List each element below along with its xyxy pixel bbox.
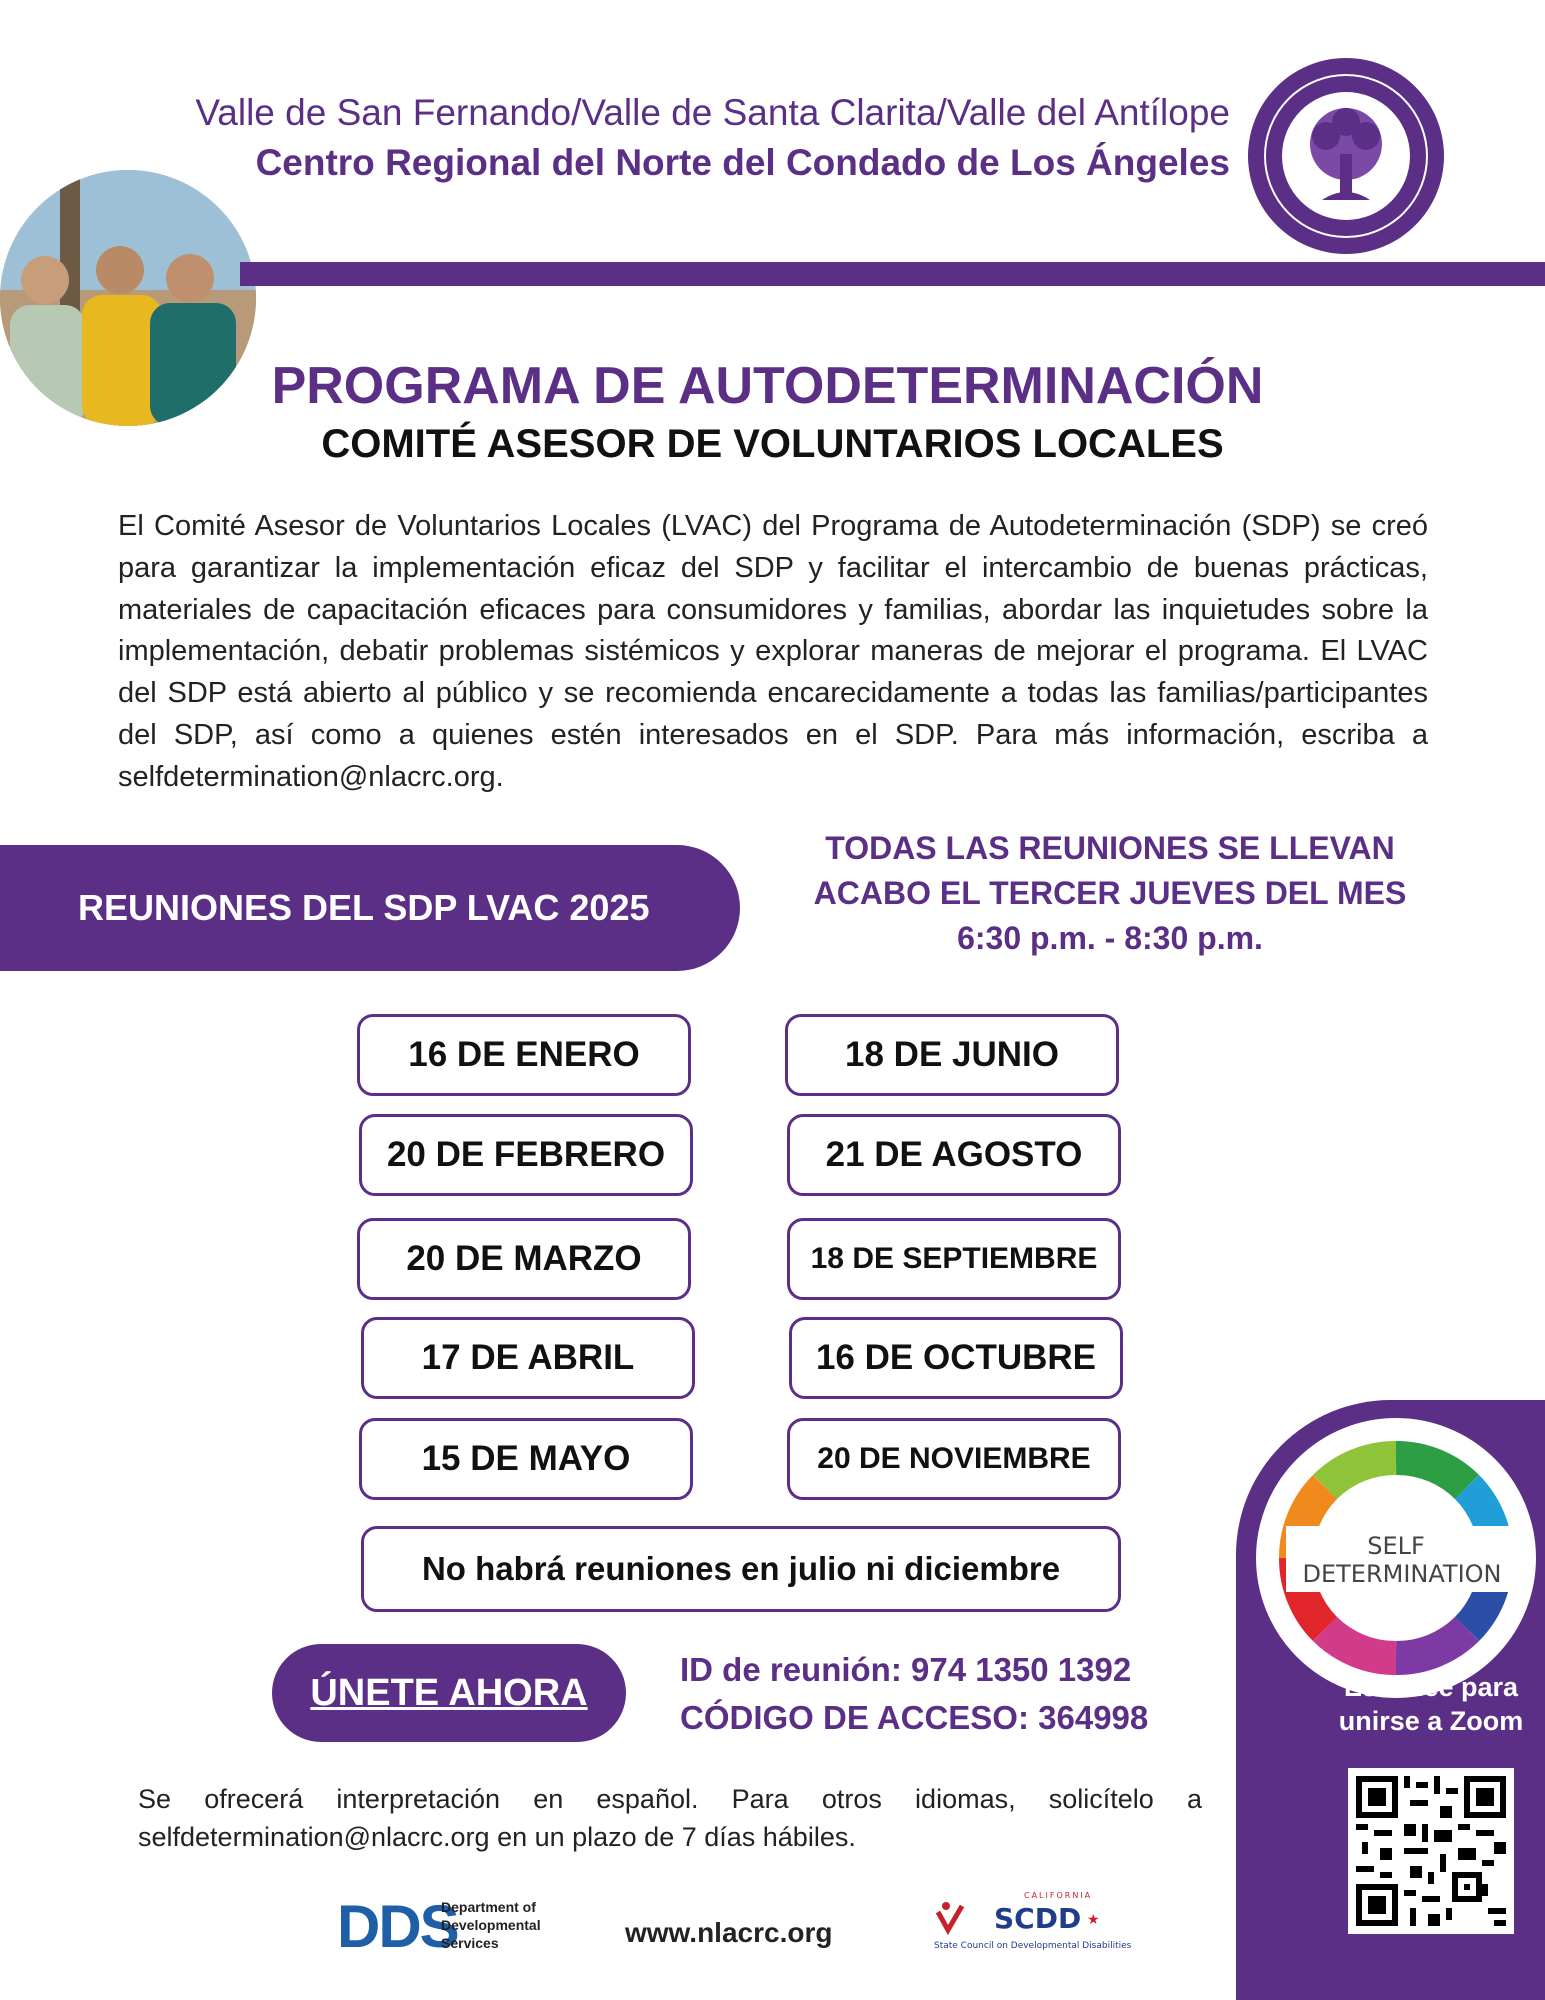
header-regions: Valle de San Fernando/Valle de Santa Clarita/Valle del Antílope xyxy=(195,92,1230,133)
date-box: 16 DE OCTUBRE xyxy=(789,1317,1123,1399)
dds-name-line: Services xyxy=(441,1935,499,1951)
meeting-id: ID de reunión: 974 1350 1392 xyxy=(680,1651,1132,1688)
date-box: 20 DE NOVIEMBRE xyxy=(787,1418,1121,1500)
scan-line-1: Escanee para xyxy=(1343,1672,1519,1702)
dds-name-line: Developmental xyxy=(441,1917,541,1933)
star-icon: ★ xyxy=(1087,1912,1100,1928)
description-paragraph: El Comité Asesor de Voluntarios Locales (LVAC) del Programa de Autodeterminación (SDP) se creó para garantizar la implementación eficaz del SDP y facilitar el intercambio de buenas prácticas, materiales de capacitación eficaces para consumidores y familias, abordar las inquietudes sobre la implementación, debatir problemas sistémicos y explorar maneras de mejorar el programa. El LVAC del SDP está abierto al público y se recomienda encarecidamente a todas las familias/participantes del SDP, así como a quienes estén interesados en el SDP. Para más información, escriba a selfdetermination@nlacrc.org. xyxy=(118,510,1428,793)
no-meetings-notice: No habrá reuniones en julio ni diciembre xyxy=(361,1526,1121,1612)
dds-name xyxy=(441,1898,541,1952)
date-box: 16 DE ENERO xyxy=(357,1014,691,1096)
check-icon xyxy=(938,1906,962,1930)
dds-name-line: Department of xyxy=(441,1899,536,1915)
dds-logo xyxy=(337,1893,541,1960)
interpretation-note: Se ofrecerá interpretación en español. Para otros idiomas, solicítelo a selfdetermination@nlacrc.org en un plazo de 7 días hábiles. xyxy=(138,1784,1202,1852)
page-title: PROGRAMA DE AUTODETERMINACIÓN xyxy=(271,357,1264,415)
scdd-top: CALIFORNIA xyxy=(1024,1891,1093,1900)
header-org-name: Centro Regional del Norte del Condado de Los Ángeles xyxy=(255,142,1230,183)
tree-icon xyxy=(1282,92,1410,220)
scan-line-2: unirse a Zoom xyxy=(1338,1706,1524,1736)
scdd-name: State Council on Developmental Disabilities xyxy=(934,1941,1132,1951)
date-box: 15 DE MAYO xyxy=(359,1418,693,1500)
schedule-info xyxy=(770,826,1450,961)
nlacrc-logo xyxy=(1248,58,1444,254)
website-link[interactable]: www.nlacrc.org xyxy=(625,1917,833,1948)
date-box: 18 DE SEPTIEMBRE xyxy=(787,1218,1121,1300)
scan-instructions xyxy=(1236,1670,1545,1738)
sd-logo-line2: DETERMINATION xyxy=(1302,1560,1502,1588)
page-subtitle: COMITÉ ASESOR DE VOLUNTARIOS LOCALES xyxy=(321,422,1224,466)
meetings-banner: REUNIONES DEL SDP LVAC 2025 xyxy=(0,845,740,971)
scdd-mark: SCDD xyxy=(994,1902,1082,1935)
dds-mark: DDS xyxy=(337,1893,458,1960)
header-divider-bar xyxy=(240,262,1545,286)
date-box: 18 DE JUNIO xyxy=(785,1014,1119,1096)
qr-code-icon xyxy=(1356,1776,1506,1926)
color-wheel-icon xyxy=(1256,1418,1536,1698)
date-box: 20 DE MARZO xyxy=(357,1218,691,1300)
sd-logo-line1: SELF xyxy=(1367,1532,1425,1560)
schedule-line-2: ACABO EL TERCER JUEVES DEL MES xyxy=(813,875,1407,911)
date-box: 17 DE ABRIL xyxy=(361,1317,695,1399)
schedule-line-1: TODAS LAS REUNIONES SE LLEVAN xyxy=(825,830,1395,866)
schedule-time: 6:30 p.m. - 8:30 p.m. xyxy=(957,920,1263,956)
scdd-logo xyxy=(932,1884,1162,1964)
date-box: 20 DE FEBRERO xyxy=(359,1114,693,1196)
join-now-button[interactable]: ÚNETE AHORA xyxy=(272,1644,626,1742)
zoom-details xyxy=(680,1646,1148,1742)
self-determination-logo xyxy=(1246,1408,1545,1708)
access-code: CÓDIGO DE ACCESO: 364998 xyxy=(680,1699,1149,1736)
zoom-qr-code[interactable] xyxy=(1348,1768,1514,1934)
date-box: 21 DE AGOSTO xyxy=(787,1114,1121,1196)
